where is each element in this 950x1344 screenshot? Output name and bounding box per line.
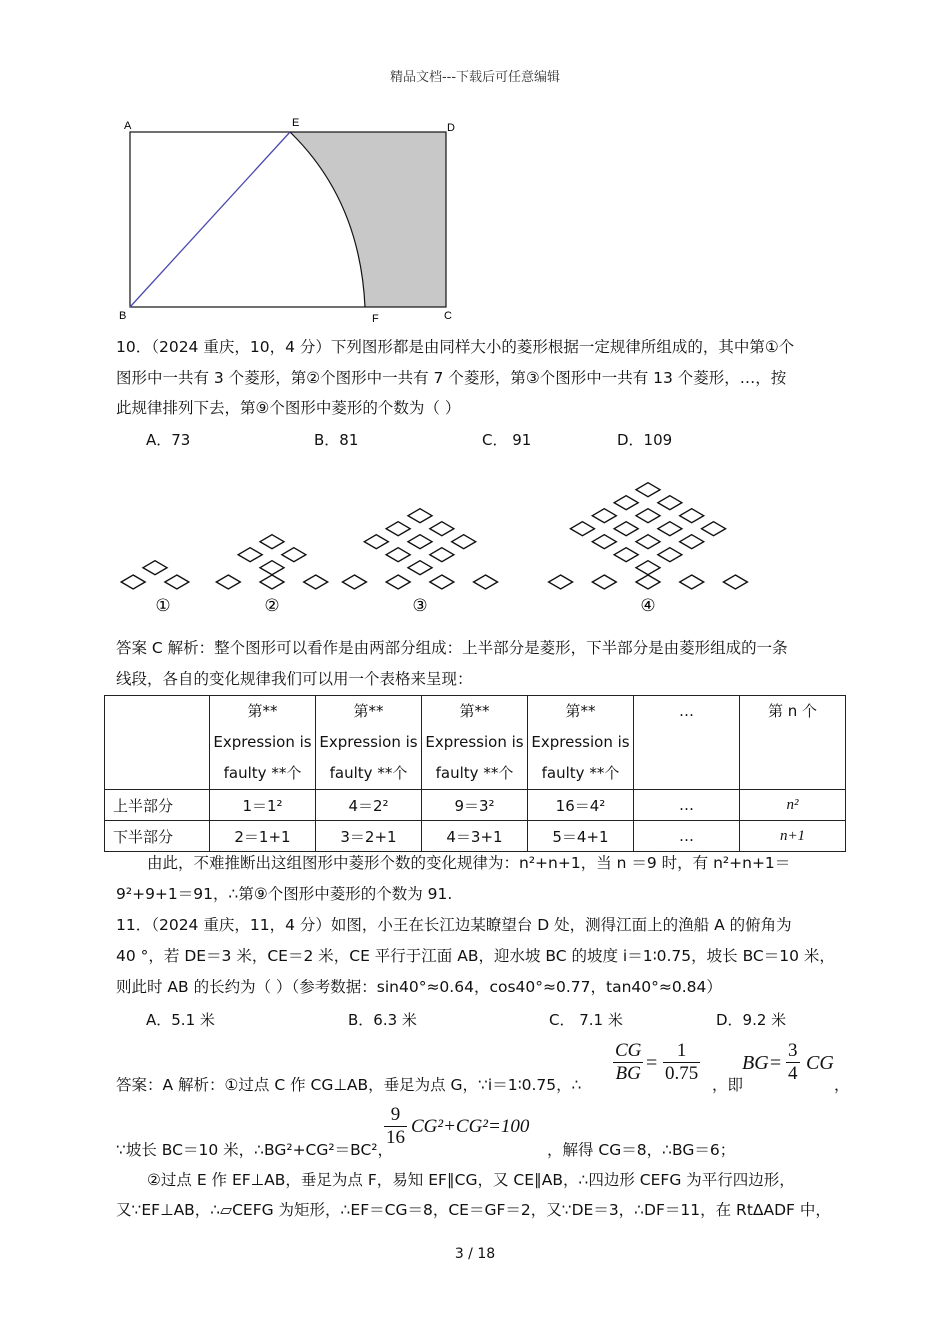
table-row-label: 下半部分 (105, 821, 210, 852)
rhombus (680, 575, 704, 589)
rhombus (680, 509, 704, 523)
q11-answer-line3: ②过点 E 作 EF⊥AB，垂足为点 F，易知 EF∥CG，又 CE∥AB，∴四边形 CEFG 为平行四边形， (147, 1171, 795, 1189)
table-cell: n+1 (740, 821, 846, 852)
page-number: 3 / 18 (454, 1246, 496, 1262)
q11-choice-a: A．5.1 米 (146, 1011, 215, 1029)
q10-line2: 图形中一共有 3 个菱形，第②个图形中一共有 7 个菱形，第③个图形中一共有 13 个菱形，…，按 (116, 369, 787, 387)
table-corner-cell (105, 696, 210, 790)
table-header-row (105, 696, 846, 790)
table-cell: 4＝2² (316, 790, 422, 821)
table-cell: 4＝3+1 (422, 821, 528, 852)
geometry-figure-rectangle (110, 110, 470, 330)
table-cell: 3＝2+1 (316, 821, 422, 852)
rhombus (238, 548, 262, 562)
q10-answer-line2: 线段，各自的变化规律我们可以用一个表格来呈现： (116, 670, 473, 688)
rhombus (592, 535, 616, 549)
q10-choice-d: D．109 (617, 431, 673, 449)
rhombus (636, 561, 660, 575)
rhombus (636, 535, 660, 549)
rhombus (430, 522, 454, 536)
table-cell: 5＝4+1 (528, 821, 634, 852)
table-row (105, 790, 846, 821)
rhombus (614, 548, 638, 562)
rhombus (408, 561, 432, 575)
rhombus (636, 509, 660, 523)
table-cell: n² (740, 790, 846, 821)
rhombus (386, 575, 410, 589)
rhombus (658, 522, 682, 536)
bg-lhs: BG= (742, 1052, 783, 1074)
rhombus (364, 535, 388, 549)
table-header-cell: 第** Expression is faulty **个 (528, 696, 634, 790)
table-header-cell: 第 n 个 (740, 696, 846, 790)
point-label-a: A (124, 120, 132, 132)
table-cell: … (634, 821, 740, 852)
q10-answer-line1: 答案 C 解析：整个图形可以看作是由两部分组成：上半部分是菱形，下半部分是由菱形组成的一条 (116, 639, 788, 657)
figure-label-3: ③ (412, 596, 428, 616)
point-label-e: E (292, 117, 300, 129)
q11-answer-text1: 答案：A 解析：①过点 C 作 CG⊥AB，垂足为点 G，∵i＝1∶0.75，∴ (116, 1076, 582, 1094)
q11-choice-d: D．9.2 米 (716, 1011, 787, 1029)
q10-conclusion-line1: 由此，不难推断出这组图形中菱形个数的变化规律为：n²+n+1，当 n ＝9 时，有 n²+n+1＝ (147, 854, 791, 872)
table-header-cell: … (634, 696, 740, 790)
q11-choice-b: B．6.3 米 (348, 1011, 417, 1029)
table-header-cell: 第** Expression is faulty **个 (210, 696, 316, 790)
table-cell: 9＝3² (422, 790, 528, 821)
table-row-label: 上半部分 (105, 790, 210, 821)
rhombus (614, 496, 638, 510)
rhombus (658, 548, 682, 562)
point-label-d: D (447, 122, 455, 134)
q11-answer-text2: ∵坡长 BC＝10 米，∴BG²+CG²＝BC²， (116, 1141, 394, 1159)
pattern-table (104, 695, 846, 852)
rhombus (408, 509, 432, 523)
figure-label-4: ④ (640, 596, 656, 616)
table-header-cell: 第** Expression is faulty **个 (316, 696, 422, 790)
rhombus (143, 561, 167, 575)
table-cell: … (634, 790, 740, 821)
equals-sign: = (646, 1052, 658, 1074)
rhombus (342, 575, 366, 589)
rhombus (680, 535, 704, 549)
ji-text: ，即 (712, 1076, 744, 1094)
q10-choice-a: A．73 (146, 431, 191, 449)
q10-line1: 10．（2024 重庆，10，4 分）下列图形都是由同样大小的菱形根据一定规律所组成的，其中第①个 (116, 338, 795, 356)
rhombus (549, 575, 573, 589)
rhombus (386, 522, 410, 536)
point-label-b: B (119, 310, 127, 322)
q10-conclusion-line2: 9²+9+1＝91，∴第⑨个图形中菱形的个数为 91. (116, 885, 453, 903)
q11-line2: 40 °，若 DE＝3 米，CE＝2 米，CE 平行于江面 AB，迎水坡 BC 的坡度 i＝1∶0.75，坡长 BC＝10 米， (116, 947, 835, 965)
table-cell: 2＝1+1 (210, 821, 316, 852)
rhombus (636, 575, 660, 589)
rhombus (430, 575, 454, 589)
rhombus (614, 522, 638, 536)
q11-answer-tail2: ，解得 CG＝8，∴BG＝6； (547, 1141, 736, 1159)
point-label-c: C (444, 310, 452, 322)
rhombus (474, 575, 498, 589)
rhombus (282, 548, 306, 562)
rhombus (452, 535, 476, 549)
rhombus (723, 575, 747, 589)
q11-line1: 11．（2024 重庆，11，4 分）如图，小王在长江边某瞭望台 D 处，测得江面上的渔船 A 的俯角为 (116, 916, 792, 934)
table-cell: 1＝1² (210, 790, 316, 821)
q10-line3: 此规律排列下去，第⑨个图形中菱形的个数为（ ） (116, 399, 461, 417)
fraction-9-16: $\frac{9}{16}$ (386, 1104, 405, 1148)
rhombus (260, 561, 284, 575)
rhombus (592, 509, 616, 523)
q10-choice-b: B．81 (314, 431, 359, 449)
q10-choice-c: C． 91 (482, 431, 532, 449)
segment-be (130, 132, 290, 307)
rhombus (260, 535, 284, 549)
comma: ， (834, 1076, 850, 1094)
fraction-cg-bg: $\frac{CG}{BG}$ (615, 1040, 642, 1084)
cg-term: CG (806, 1052, 834, 1074)
rhombus (636, 483, 660, 497)
table-cell: 16＝4² (528, 790, 634, 821)
rhombus (260, 575, 284, 589)
fraction-1-075: $\frac{1}{0.75}$ (665, 1040, 699, 1084)
table-row (105, 821, 846, 852)
rhombus (216, 575, 240, 589)
page-header: 精品文档---下载后可任意编辑 (389, 70, 561, 85)
figure-label-2: ② (264, 596, 280, 616)
q11-line3: 则此时 AB 的长约为（ ）（参考数据：sin40°≈0.64，cos40°≈0.77，tan40°≈0.84） (116, 978, 722, 996)
fraction-3-4: $\frac{3}{4}$ (788, 1040, 798, 1084)
rhombus (702, 522, 726, 536)
table-header-cell: 第** Expression is faulty **个 (422, 696, 528, 790)
rhombus (386, 548, 410, 562)
rhombus (430, 548, 454, 562)
equation-cg: CG²+CG²=100 (411, 1116, 530, 1137)
figure-label-1: ① (155, 596, 171, 616)
q11-answer-line4: 又∵EF⊥AB，∴▱CEFG 为矩形，∴EF＝CG＝8，CE＝GF＝2，又∵DE＝3，∴DF＝11，在 RtΔADF 中， (116, 1201, 831, 1219)
rhombus (121, 575, 145, 589)
q11-choice-c: C． 7.1 米 (549, 1011, 623, 1029)
rhombus (408, 535, 432, 549)
rhombus (165, 575, 189, 589)
rhombus (658, 496, 682, 510)
rhombus (304, 575, 328, 589)
rhombus (570, 522, 594, 536)
rhombus-pattern-figure (115, 460, 755, 620)
point-label-f: F (372, 313, 379, 325)
rhombus (592, 575, 616, 589)
